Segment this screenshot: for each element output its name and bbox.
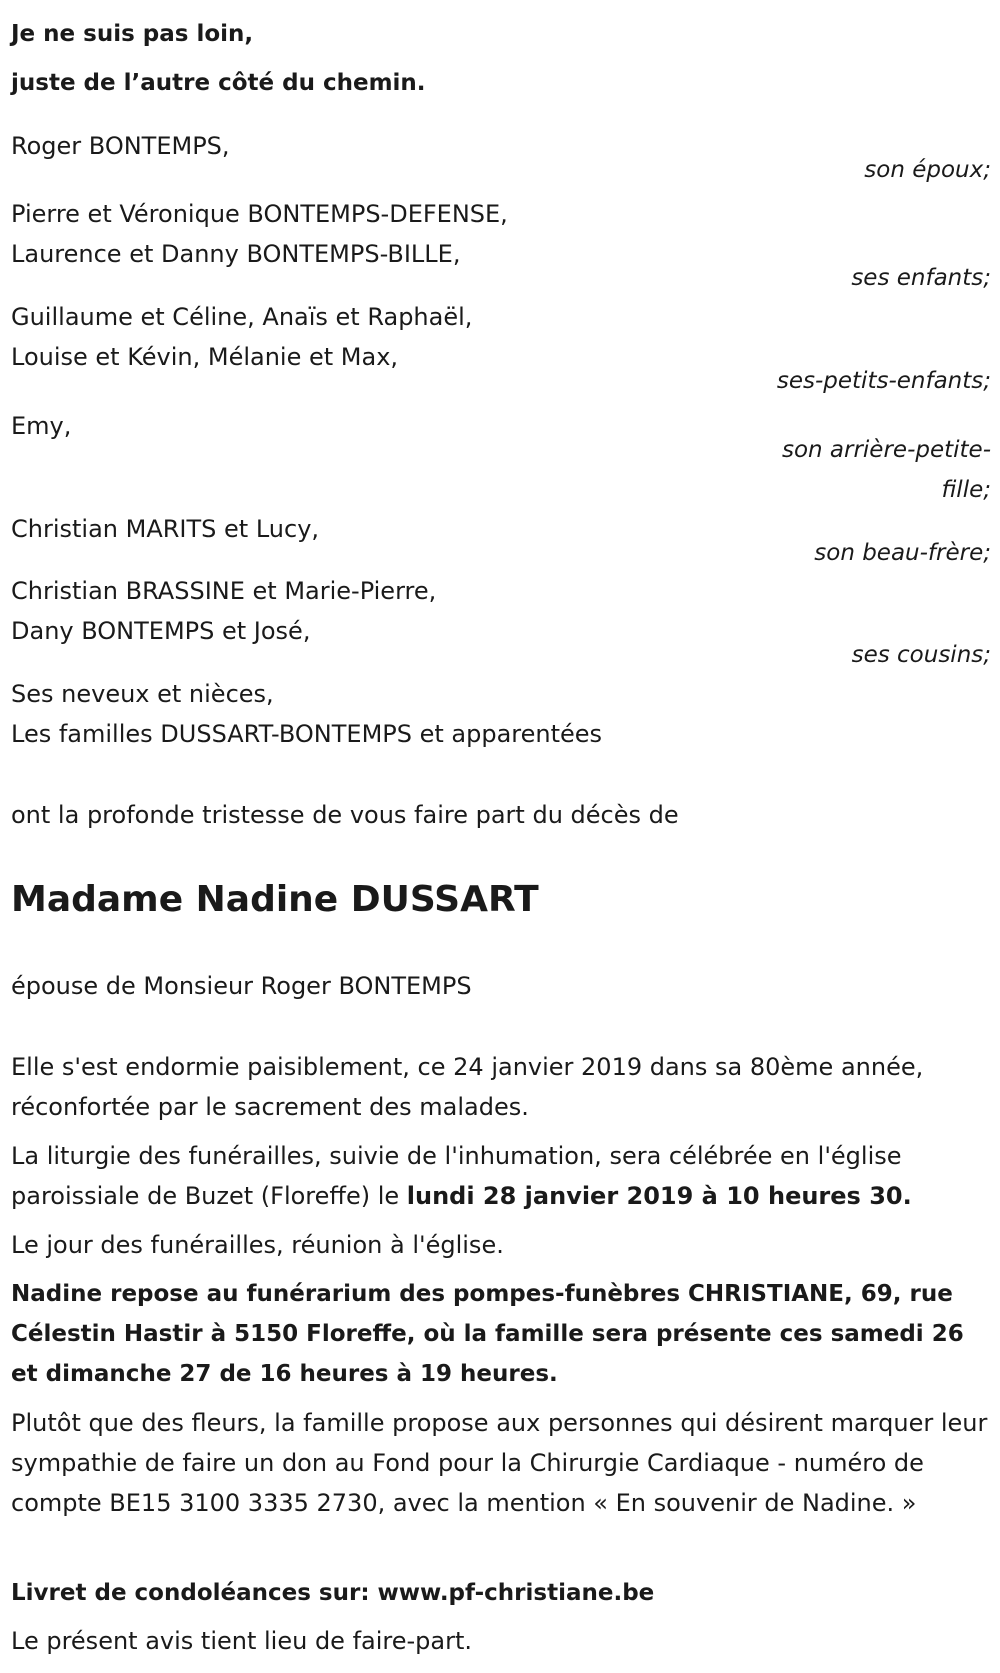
family-group [11, 194, 991, 291]
family-relation: ses enfants; [851, 265, 991, 291]
family-name: Roger BONTEMPS, [11, 132, 230, 160]
family-name: Dany BONTEMPS et José, [11, 617, 311, 645]
family-group [11, 126, 991, 183]
poem-line-1: Je ne suis pas loin, [11, 21, 254, 47]
family-relation: ses cousins; [851, 642, 991, 668]
family-name: Christian BRASSINE et Marie-Pierre, [11, 577, 437, 605]
poem-line-2: juste de l’autre côté du chemin. [11, 70, 426, 96]
donation-paragraph: Plutôt que des fleurs, la famille propose aux personnes qui désirent marquer leur sympathie de faire un don au Fond pour la Chirurgie Cardiaque - numéro de compte BE15 3100 3335 2730, avec la mention « En souvenir de Nadine. » [11, 1409, 988, 1517]
family-group [11, 406, 991, 503]
announcement: ont la profonde tristesse de vous faire part du décès de [11, 801, 679, 829]
family-relation-line: fille; [941, 477, 991, 503]
family-group [11, 571, 991, 668]
liturgy-text: La liturgie des funérailles, suivie de l'inhumation, sera célébrée en l'église paroissiale de Buzet (Floreffe) le [11, 1142, 902, 1210]
passing-paragraph: Elle s'est endormie paisiblement, ce 24 janvier 2019 dans sa 80ème année, réconfortée par le sacrement des malades. [11, 1053, 924, 1121]
deceased-name: Madame Nadine DUSSART [11, 879, 539, 920]
family-relation: ses-petits-enfants; [776, 368, 991, 394]
family-name: Guillaume et Céline, Anaïs et Raphaël, [11, 303, 473, 331]
family-name: Ses neveux et nièces, [11, 680, 274, 708]
liturgy-paragraph [11, 1136, 991, 1216]
liturgy-date: lundi 28 janvier 2019 à 10 heures 30. [406, 1182, 912, 1210]
family-name: Louise et Kévin, Mélanie et Max, [11, 343, 399, 371]
family-name: Emy, [11, 412, 72, 440]
family-name: Les familles DUSSART-BONTEMPS et apparentées [11, 720, 603, 748]
family-group [11, 509, 991, 566]
family-name: Laurence et Danny BONTEMPS-BILLE, [11, 240, 461, 268]
family-relation: son époux; [864, 157, 991, 183]
notice-line: Le présent avis tient lieu de faire-part. [11, 1627, 473, 1655]
family-group [11, 674, 991, 754]
family-name: Christian MARITS et Lucy, [11, 515, 320, 543]
repose-paragraph: Nadine repose au funérarium des pompes-funèbres CHRISTIANE, 69, rue Célestin Hastir à 5150 Floreffe, où la famille sera présente ces samedi 26 et dimanche 27 de 16 heures à 19 heures. [11, 1281, 964, 1387]
family-relation-line: son arrière-petite- [781, 437, 991, 463]
condolences-line: Livret de condoléances sur: www.pf-christiane.be [11, 1580, 655, 1606]
family-relation [782, 430, 991, 510]
poem [11, 10, 426, 108]
meeting-paragraph: Le jour des funérailles, réunion à l'église. [11, 1231, 504, 1259]
family-relation: son beau-frère; [814, 540, 991, 566]
family-group [11, 297, 991, 394]
spouse-line: épouse de Monsieur Roger BONTEMPS [11, 972, 472, 1000]
family-name: Pierre et Véronique BONTEMPS-DEFENSE, [11, 200, 508, 228]
